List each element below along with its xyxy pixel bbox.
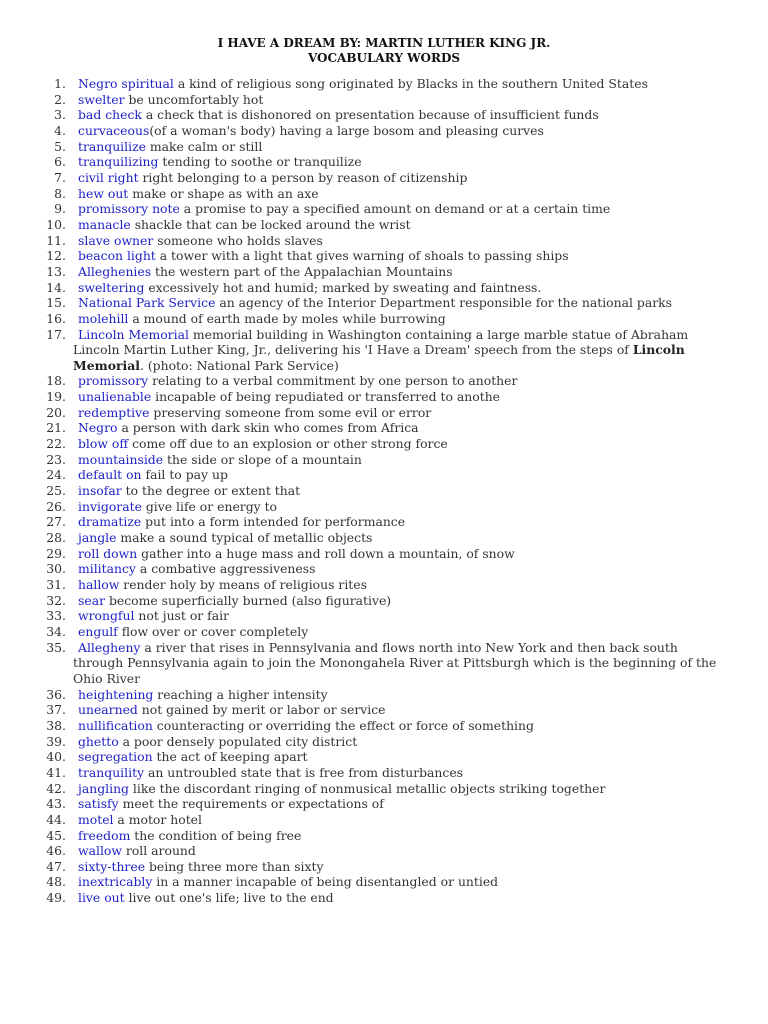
vocab-term: molehill [78, 310, 129, 326]
item-number: 7. [54, 169, 66, 185]
item-number: 8. [54, 185, 66, 201]
vocab-definition: render holy by means of religious rites [119, 577, 367, 592]
vocab-definition: in a manner incapable of being disentangled or untied [152, 874, 499, 890]
vocab-term: Lincoln Memorial [78, 326, 189, 342]
vocab-item [0, 405, 768, 421]
vocab-definition: counteracting or overriding the effect or force of something [152, 717, 534, 733]
item-number: 37. [46, 702, 66, 718]
item-number: 22. [46, 436, 66, 452]
item-number: 5. [54, 138, 66, 154]
item-number: 27. [46, 514, 66, 530]
vocab-item [0, 890, 768, 906]
vocab-definition: like the discordant ringing of nonmusical metallic objects striking together [128, 780, 606, 796]
item-number: 36. [46, 686, 66, 702]
vocab-term: bad check [78, 107, 142, 123]
item-number: 23. [46, 451, 66, 467]
vocab-item [0, 327, 768, 374]
vocab-term: National Park Service [78, 295, 216, 311]
vocab-item [0, 139, 768, 155]
vocab-item [0, 201, 768, 217]
vocab-item [0, 577, 768, 593]
vocab-term: satisfy [78, 796, 119, 812]
vocab-term: segregation [78, 749, 153, 765]
item-number: 2. [54, 91, 66, 107]
vocab-definition: the western part of the Appalachian Mountains [151, 263, 453, 279]
item-number: 32. [46, 592, 66, 608]
vocab-item [0, 640, 768, 687]
vocab-item [0, 76, 768, 92]
item-number: 41. [46, 764, 66, 780]
title-line-1: I HAVE A DREAM BY: MARTIN LUTHER KING JR. [217, 36, 551, 50]
vocab-term: sixty-three [78, 858, 146, 874]
item-number: 26. [46, 498, 66, 514]
vocab-term: default on [78, 467, 142, 483]
item-number: 15. [46, 295, 66, 311]
item-number: 11. [46, 232, 66, 248]
item-number: 40. [46, 749, 66, 765]
item-number: 10. [46, 216, 66, 232]
vocab-definition-bold: Lincoln Memorial [73, 342, 685, 373]
item-number: 13. [46, 263, 66, 279]
vocab-definition: the condition of being free [130, 827, 302, 843]
vocab-item [0, 687, 768, 703]
vocab-definition: the side or slope of a mountain [163, 451, 362, 467]
item-number: 46. [46, 843, 66, 859]
item-number: 3. [54, 107, 66, 123]
vocab-definition: a poor densely populated city district [118, 733, 358, 749]
vocab-term: mountainside [78, 451, 164, 467]
vocab-term: roll down [78, 545, 138, 561]
vocab-definition: a check that is dishonored on presentation because of insufficient funds [141, 107, 599, 123]
vocab-definition: make calm or still [145, 138, 263, 154]
vocab-definition: tending to soothe or tranquilize [158, 154, 362, 170]
item-number: 4. [54, 122, 66, 138]
item-number: 18. [46, 373, 66, 389]
vocab-definition: put into a form intended for performance [141, 514, 406, 530]
item-number: 24. [46, 467, 66, 483]
vocab-term: swelter [78, 91, 125, 107]
vocab-item [0, 295, 768, 311]
vocab-definition: relating to a verbal commitment by one person to another [148, 373, 518, 389]
title-line-2: VOCABULARY WORDS [307, 50, 461, 65]
vocab-definition: make a sound typical of metallic objects [116, 530, 373, 546]
vocab-definition: a kind of religious song originated by Blacks in the southern United States [173, 76, 648, 91]
vocab-term: motel [78, 811, 114, 827]
vocab-term: jangle [78, 530, 117, 546]
vocab-definition: a tower with a light that gives warning of shoals to passing ships [155, 248, 569, 264]
vocab-definition: preserving someone from some evil or error [149, 404, 432, 420]
item-number: 35. [46, 639, 66, 655]
vocab-item [0, 186, 768, 202]
vocab-definition: gather into a huge mass and roll down a mountain, of snow [137, 545, 515, 561]
vocab-item [0, 781, 768, 797]
item-number: 30. [46, 561, 66, 577]
vocab-item [0, 483, 768, 499]
vocab-definition: a mound of earth made by moles while burrowing [128, 310, 446, 326]
vocab-term: promissory [78, 373, 149, 389]
vocab-definition: a motor hotel [113, 811, 202, 827]
vocab-term: engulf [78, 623, 118, 639]
vocab-definition: a river that rises in Pennsylvania and flows north into New York and then back south through Pennsylvania again to join the Monongahela River at Pittsburgh which is the beginning of the Ohio River [73, 639, 717, 686]
vocab-definition: come off due to an explosion or other strong force [128, 436, 448, 452]
vocab-item [0, 530, 768, 546]
vocab-item [0, 561, 768, 577]
vocab-item [0, 92, 768, 108]
vocab-definition: right belonging to a person by reason of citizenship [138, 169, 468, 185]
vocab-item [0, 233, 768, 249]
vocab-item [0, 499, 768, 515]
vocab-definition: become superficially burned (also figurative) [105, 592, 392, 608]
vocab-term: sear [78, 592, 106, 608]
vocab-definition: not just or fair [134, 608, 230, 624]
vocab-definition: reaching a higher intensity [153, 686, 328, 702]
vocab-term: slave owner [78, 232, 154, 248]
vocab-definition: a combative aggressiveness [135, 561, 316, 577]
vocab-item [0, 436, 768, 452]
vocab-definition: a promise to pay a specified amount on demand or at a certain time [179, 201, 611, 217]
vocab-definition: flow over or cover completely [117, 623, 309, 639]
item-number: 19. [46, 389, 66, 405]
vocab-term: unearned [78, 702, 138, 718]
item-number: 33. [46, 608, 66, 624]
vocab-term: blow off [78, 436, 129, 452]
vocab-definition: memorial building in Washington containing a large marble statue of Abraham Lincoln Martin Luther King, Jr., delivering his 'I Have a Dream' speech from the steps of [73, 326, 689, 358]
vocab-term: hew out [78, 185, 129, 201]
vocab-term: jangling [78, 780, 129, 796]
vocab-item [0, 874, 768, 890]
vocab-definition: fail to pay up [141, 467, 228, 483]
vocab-item [0, 593, 768, 609]
vocab-definition: be uncomfortably hot [124, 91, 264, 107]
item-number: 47. [46, 858, 66, 874]
vocab-item [0, 123, 768, 139]
vocab-definition: a person with dark skin who comes from Africa [117, 420, 419, 436]
item-number: 42. [46, 780, 66, 796]
vocab-item [0, 373, 768, 389]
item-number: 49. [46, 890, 66, 906]
item-number: 12. [46, 248, 66, 264]
vocabulary-list [0, 76, 768, 906]
vocab-item [0, 170, 768, 186]
vocab-item [0, 264, 768, 280]
vocab-definition: the act of keeping apart [152, 749, 308, 765]
item-number: 39. [46, 733, 66, 749]
vocab-item [0, 608, 768, 624]
vocab-definition: live out one's life; live to the end [124, 890, 334, 906]
item-number: 28. [46, 530, 66, 546]
vocab-item [0, 749, 768, 765]
vocab-term: promissory note [78, 201, 180, 217]
vocab-term: live out [78, 890, 125, 906]
item-number: 16. [46, 310, 66, 326]
vocab-term: manacle [78, 216, 131, 232]
vocab-term: curvaceous [78, 122, 150, 138]
vocab-item [0, 734, 768, 750]
item-number: 20. [46, 404, 66, 420]
vocab-definition: an untroubled state that is free from disturbances [144, 764, 464, 780]
vocab-definition: give life or energy to [141, 498, 278, 514]
vocab-item [0, 859, 768, 875]
vocab-term: tranquilize [78, 138, 146, 154]
vocab-term: nullification [78, 717, 153, 733]
vocab-term: heightening [78, 686, 154, 702]
vocab-term: unalienable [78, 389, 152, 405]
vocab-term: militancy [78, 561, 136, 577]
item-number: 14. [46, 279, 66, 295]
item-number: 25. [46, 483, 66, 499]
vocab-term: redemptive [78, 404, 150, 420]
item-number: 34. [46, 623, 66, 639]
vocab-definition: to the degree or extent that [121, 483, 301, 499]
vocab-term: hallow [78, 577, 120, 592]
item-number: 9. [54, 201, 66, 217]
vocab-term: insofar [78, 483, 122, 499]
vocab-item [0, 280, 768, 296]
vocab-definition: someone who holds slaves [153, 232, 323, 248]
vocab-item [0, 154, 768, 170]
vocab-term: Negro spiritual [78, 76, 174, 91]
item-number: 38. [46, 717, 66, 733]
item-number: 29. [46, 545, 66, 561]
vocab-definition: excessively hot and humid; marked by sweating and faintness. [144, 279, 542, 295]
vocab-definition: being three more than sixty [145, 858, 324, 874]
vocab-term: freedom [78, 827, 131, 843]
vocab-item [0, 702, 768, 718]
item-number: 45. [46, 827, 66, 843]
item-number: 43. [46, 796, 66, 812]
vocab-definition-tail: . (photo: National Park Service) [139, 357, 339, 373]
vocab-definition: make or shape as with an axe [128, 185, 319, 201]
vocab-term: wrongful [78, 608, 135, 624]
vocab-item [0, 828, 768, 844]
vocab-term: dramatize [78, 514, 142, 530]
vocab-item [0, 467, 768, 483]
vocab-item [0, 107, 768, 123]
vocab-definition: incapable of being repudiated or transferred to anothe [151, 389, 501, 405]
vocab-item [0, 514, 768, 530]
vocab-item [0, 420, 768, 436]
vocab-item [0, 452, 768, 468]
vocab-term: tranquilizing [78, 154, 159, 170]
item-number: 1. [54, 76, 66, 91]
item-number: 17. [46, 326, 66, 342]
vocab-item [0, 843, 768, 859]
vocab-term: invigorate [78, 498, 142, 514]
vocab-term: beacon light [78, 248, 156, 264]
vocab-definition: meet the requirements or expectations of [118, 796, 384, 812]
vocab-term: Alleghenies [78, 263, 152, 279]
vocab-term: ghetto [78, 733, 119, 749]
vocab-term: tranquility [78, 764, 145, 780]
document-title [0, 36, 768, 65]
vocab-definition: shackle that can be locked around the wrist [130, 216, 411, 232]
vocab-item [0, 812, 768, 828]
vocab-item [0, 311, 768, 327]
vocab-term: Allegheny [78, 639, 141, 655]
vocab-definition: not gained by merit or labor or service [137, 702, 386, 718]
vocab-item [0, 248, 768, 264]
vocab-item [0, 718, 768, 734]
vocab-term: Negro [78, 420, 118, 436]
vocab-item [0, 624, 768, 640]
vocab-definition: an agency of the Interior Department responsible for the national parks [215, 295, 673, 311]
vocab-item [0, 765, 768, 781]
vocab-item [0, 546, 768, 562]
vocab-term: civil right [78, 169, 139, 185]
vocab-term: sweltering [78, 279, 145, 295]
vocab-definition: roll around [121, 843, 196, 859]
item-number: 44. [46, 811, 66, 827]
item-number: 31. [46, 577, 66, 592]
item-number: 6. [54, 154, 66, 170]
vocab-item [0, 389, 768, 405]
vocab-definition: (of a woman's body) having a large bosom and pleasing curves [149, 122, 544, 138]
item-number: 21. [46, 420, 66, 436]
item-number: 48. [46, 874, 66, 890]
vocab-item [0, 217, 768, 233]
vocab-term: inextricably [78, 874, 153, 890]
vocab-term: wallow [78, 843, 122, 859]
vocab-item [0, 796, 768, 812]
